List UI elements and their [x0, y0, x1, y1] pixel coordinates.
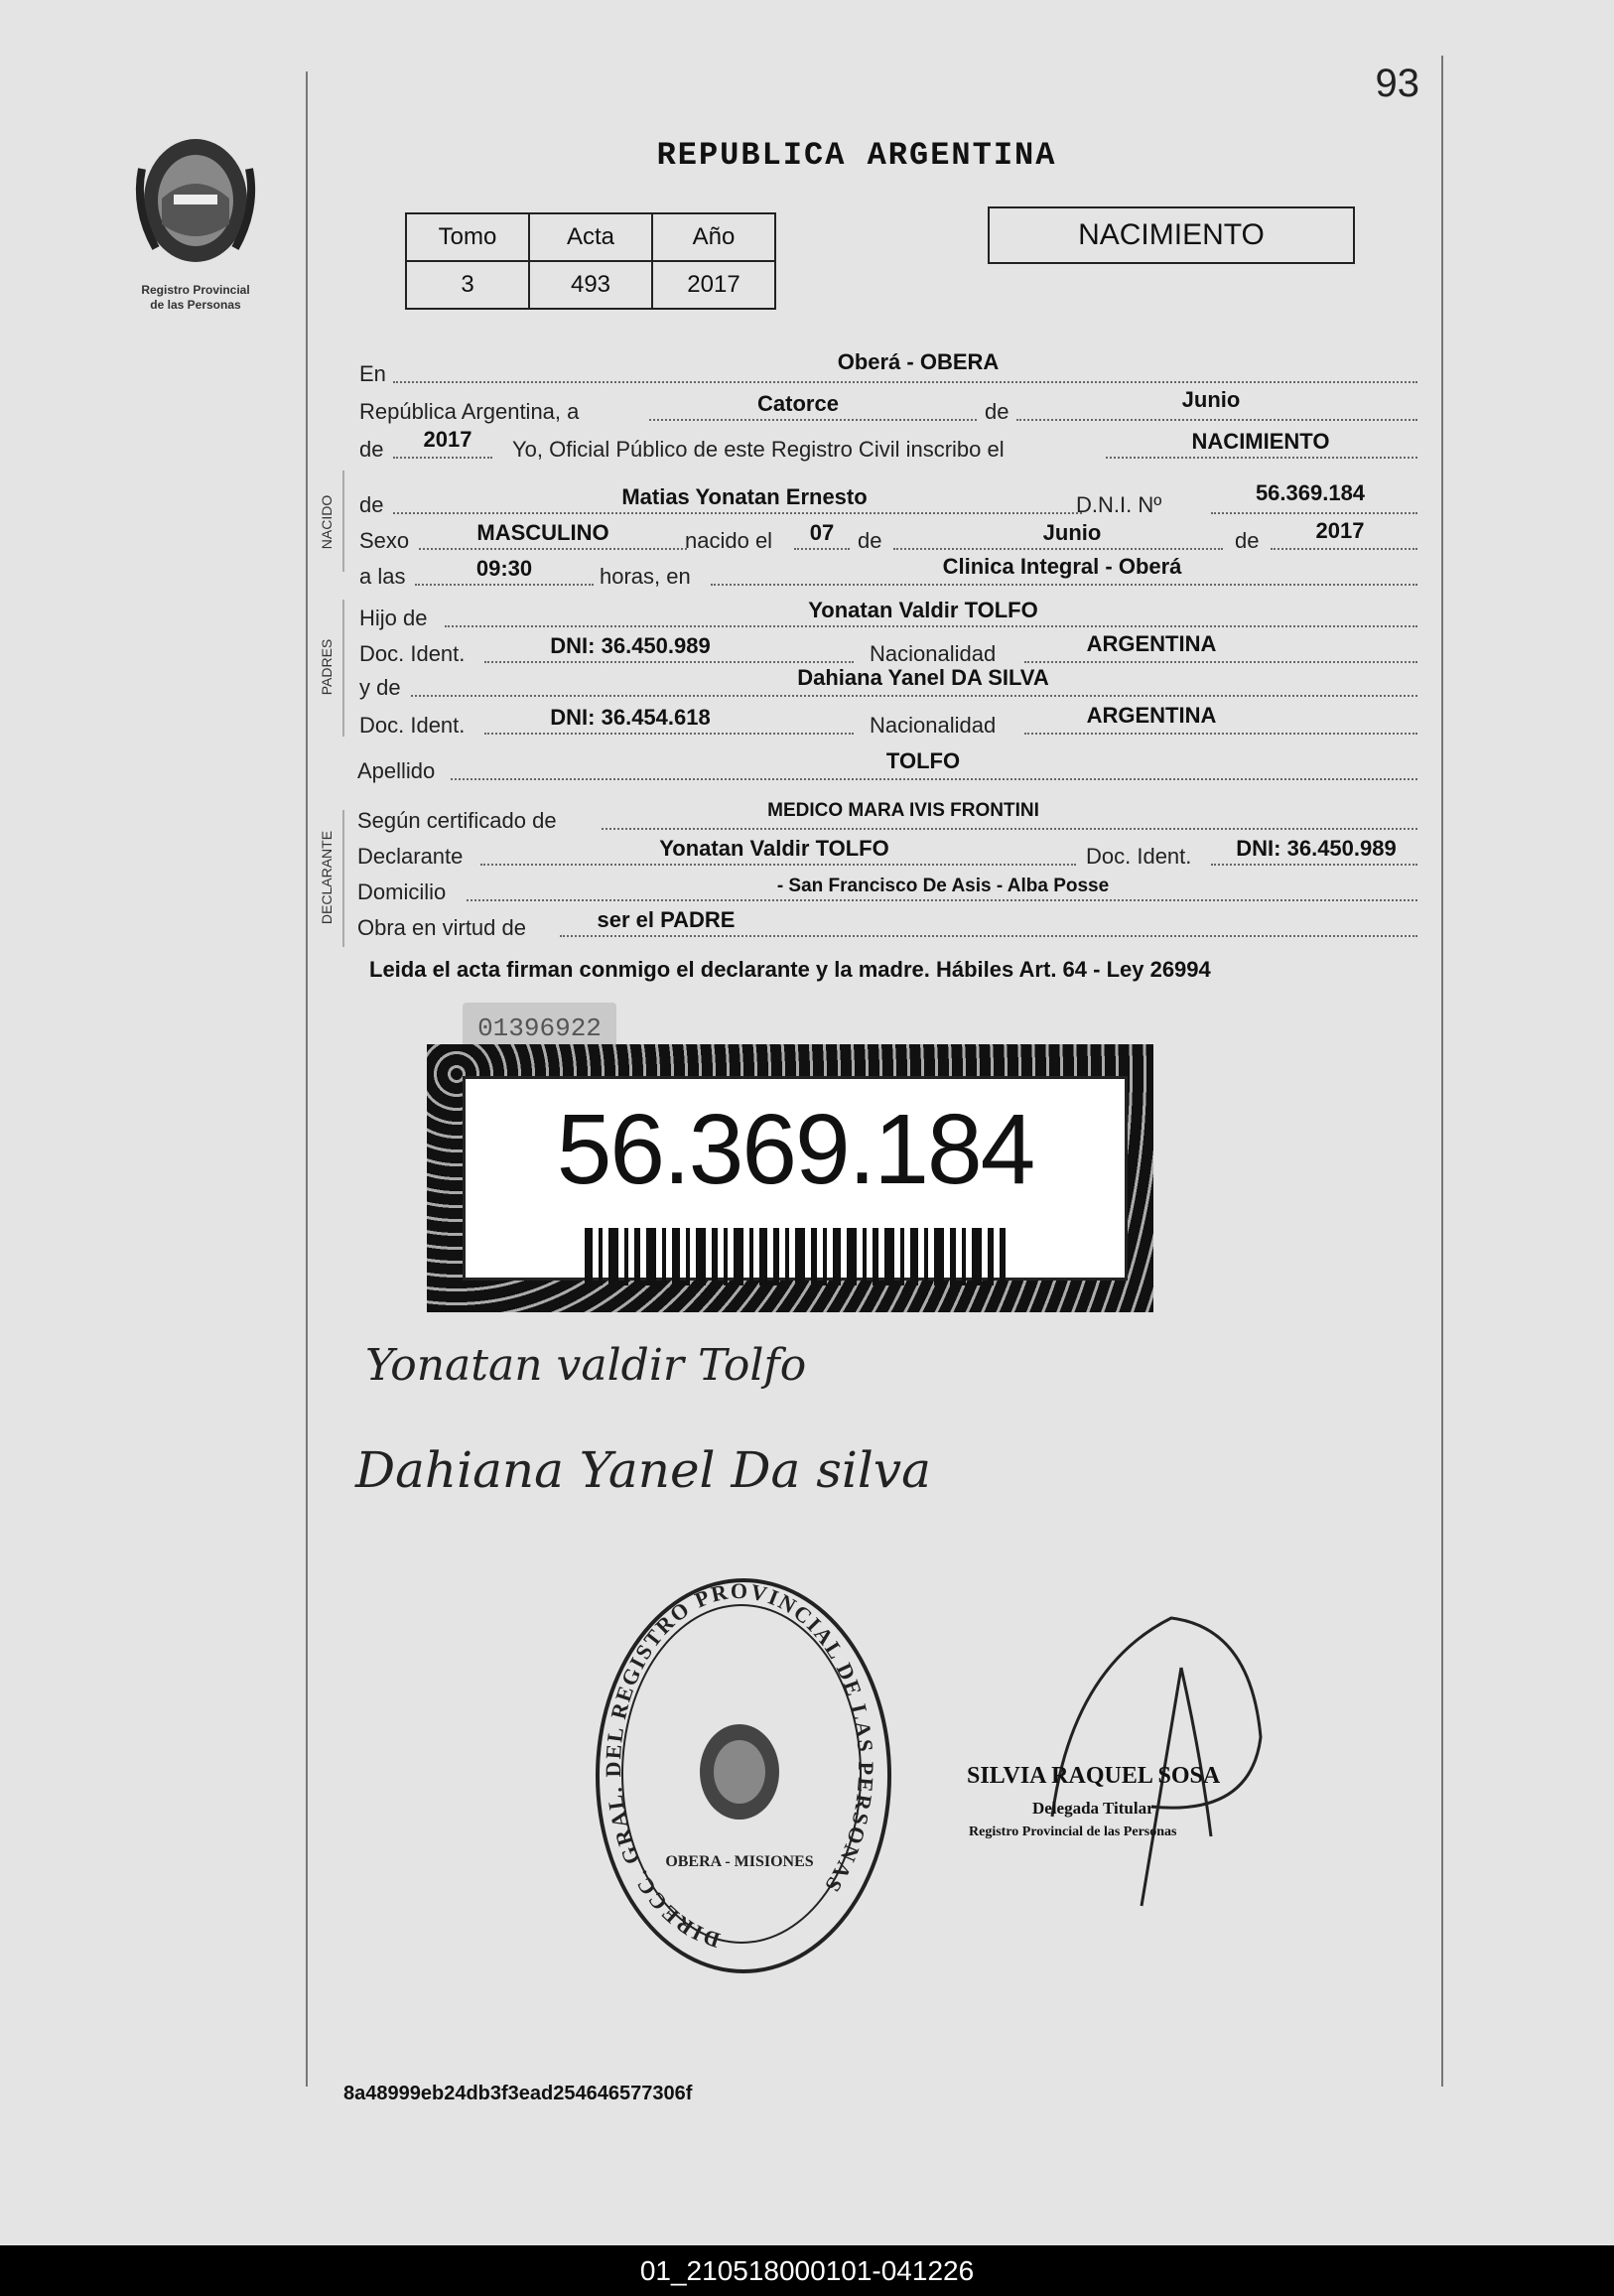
row-declarant [357, 836, 1417, 874]
row-reason [357, 907, 1417, 945]
birth-month-value: Junio [1042, 520, 1102, 545]
logo-caption-line1: Registro Provincial [141, 283, 250, 297]
declarant-name-value: Yonatan Valdir TOLFO [659, 836, 889, 861]
id-sticker [427, 1044, 1153, 1312]
statement-text: Yo, Oficial Público de este Registro Civil inscribo el [512, 437, 1005, 462]
dni-label: D.N.I. Nº [1076, 492, 1162, 517]
row-born-time [357, 556, 1417, 594]
official-role: Delegada Titular [1032, 1799, 1154, 1818]
page-number: 93 [1375, 62, 1419, 105]
section-padres: PADRES [319, 638, 335, 696]
place-value: Oberá - OBERA [837, 349, 1000, 374]
seal-text: DIRECC. GRAL. DEL REGISTRO PROVINCIAL DE LAS PERSONAS [601, 1578, 879, 1954]
section-declarante: DECLARANTE [319, 830, 335, 925]
file-label: 01_210518000101-041226 [0, 2245, 1614, 2296]
act-value: NACIMIENTO [1191, 429, 1330, 454]
obra-label: Obra en virtud de [357, 915, 526, 940]
tomo-header: Tomo [406, 213, 529, 261]
mother-signature: Dahiana Yanel Da silva [355, 1441, 931, 1499]
mother-name-value: Dahiana Yanel DA SILVA [797, 665, 1049, 690]
declarant-doc-value: DNI: 36.450.989 [1236, 836, 1397, 861]
child-name-value: Matias Yonatan Ernesto [621, 484, 868, 509]
father-doc-value: DNI: 36.450.989 [550, 633, 711, 658]
nacido-label: nacido el [685, 528, 773, 553]
de-label-4: de [858, 528, 882, 553]
birth-day-value: 07 [809, 520, 835, 545]
sticker-number: 56.369.184 [556, 1094, 1034, 1205]
row-mother-name [357, 667, 1417, 705]
father-nationality-label: Nacionalidad [870, 641, 997, 666]
row-date [357, 387, 1417, 429]
official-seal [596, 1578, 891, 1973]
declarant-doc-label: Doc. Ident. [1086, 844, 1192, 869]
y-de-label: y de [359, 675, 401, 700]
anio-header: Año [652, 213, 775, 261]
left-margin-line [306, 71, 308, 2087]
mother-nationality-label: Nacionalidad [870, 713, 997, 738]
de-label-2: de [359, 437, 384, 462]
reason-value: ser el PADRE [597, 907, 736, 932]
record-type-box: NACIMIENTO [988, 206, 1355, 264]
id-sticker-label [463, 1076, 1128, 1281]
acta-header: Acta [529, 213, 652, 261]
declarant-signature: Yonatan valdir Tolfo [365, 1340, 807, 1391]
section-nacido: NACIDO [319, 494, 335, 550]
closing-text: Leida el acta firman conmigo el declarante y la madre. Hábiles Art. 64 - Ley 26994 [369, 957, 1211, 982]
mother-doc-value: DNI: 36.454.618 [550, 705, 711, 730]
mother-nationality-value: ARGENTINA [1086, 703, 1217, 728]
sex-value: MASCULINO [476, 520, 609, 545]
hijo-de-label: Hijo de [359, 606, 428, 630]
day-words-value: Catorce [757, 391, 839, 416]
serial-stamp: 01396922 [463, 1003, 616, 1054]
right-margin-line [1441, 56, 1443, 2087]
row-mother-doc [357, 705, 1417, 743]
declarante-label: Declarante [357, 844, 464, 869]
row-place [357, 349, 1417, 391]
father-doc-label: Doc. Ident. [359, 641, 466, 666]
apellido-label: Apellido [357, 758, 436, 783]
sexo-label: Sexo [359, 528, 410, 553]
document-hash: 8a48999eb24db3f3ead254646577306f [343, 2083, 693, 2104]
en-label: En [359, 361, 386, 386]
row-born-name [357, 480, 1417, 522]
anio-value: 2017 [652, 261, 775, 309]
row-surname [357, 750, 1417, 788]
a-las-label: a las [359, 564, 406, 589]
birth-place-value: Clinica Integral - Oberá [942, 554, 1182, 579]
certificate-value: MEDICO MARA IVIS FRONTINI [767, 800, 1039, 821]
father-name-value: Yonatan Valdir TOLFO [808, 598, 1038, 622]
row-certificate [357, 800, 1417, 838]
certificate-label: Según certificado de [357, 808, 557, 833]
seal-inner-text: OBERA - MISIONES [665, 1853, 814, 1870]
official-org: Registro Provincial de las Personas [969, 1824, 1177, 1839]
address-value: - San Francisco De Asis - Alba Posse [776, 876, 1110, 896]
de-label-1: de [985, 399, 1009, 424]
row-statement [357, 429, 1417, 467]
row-address [357, 872, 1417, 909]
birth-year-value: 2017 [1315, 518, 1365, 543]
child-dni-value: 56.369.184 [1255, 480, 1366, 505]
de-label-5: de [1235, 528, 1260, 553]
republica-label: República Argentina, a [359, 399, 580, 424]
de-label-3: de [359, 492, 384, 517]
birth-time-value: 09:30 [475, 556, 533, 581]
acta-value: 493 [529, 261, 652, 309]
tomo-value: 3 [406, 261, 529, 309]
document-title: REPUBLICA ARGENTINA [656, 137, 1057, 174]
seal-ring-text [596, 1578, 883, 1965]
mother-doc-label: Doc. Ident. [359, 713, 466, 738]
year-value: 2017 [423, 427, 472, 452]
surname-value: TOLFO [885, 748, 961, 773]
father-nationality-value: ARGENTINA [1086, 631, 1217, 656]
month-value: Junio [1181, 387, 1241, 412]
official-name: SILVIA RAQUEL SOSA [967, 1763, 1221, 1789]
row-born-sex [357, 520, 1417, 558]
domicilio-label: Domicilio [357, 879, 447, 904]
volume-table [405, 212, 776, 310]
logo-caption-line2: de las Personas [150, 298, 241, 312]
row-father-name [357, 598, 1417, 635]
horas-label: horas, en [600, 564, 691, 589]
barcode-icon [585, 1228, 1006, 1285]
